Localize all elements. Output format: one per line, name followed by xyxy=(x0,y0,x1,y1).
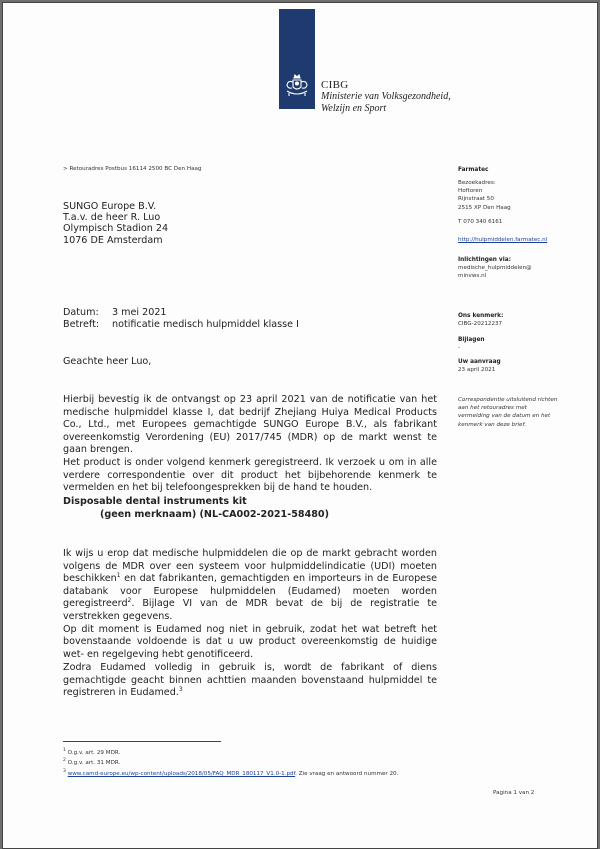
letter-page xyxy=(2,2,598,849)
visit-address-line: Hoftoren xyxy=(458,188,483,195)
body-paragraph-5 xyxy=(63,662,437,700)
footnote-ref: 2 xyxy=(127,597,132,605)
request-label: Uw aanvraag xyxy=(458,359,501,365)
date-label: Datum: xyxy=(63,307,99,318)
attachments-value: - xyxy=(458,345,461,352)
footnote-number: 1 xyxy=(63,748,66,753)
paragraph-text: Ik wijs u erop dat medische hulpmiddelen die op de markt gebracht worden volgens de MDR over een systeem voor hulpmiddelindicatie (UDI) moeten beschikken xyxy=(63,548,437,585)
paragraph-text: en dat fabrikanten, gemachtigden en importeurs in de Europese databank voor Europese hulpmiddelen (Eudamed) moeten worden geregistreerd xyxy=(63,573,437,610)
reference-value: CIBG-20212237 xyxy=(458,321,503,328)
footnote-text: . Zie vraag en antwoord nummer 20. xyxy=(295,770,399,777)
subject-value: notificatie medisch hulpmiddel klasse I xyxy=(112,319,299,331)
footnote-ref: 1 xyxy=(116,572,121,579)
salutation: Geachte heer Luo, xyxy=(63,356,152,367)
visit-address-line: Rijnstraat 50 xyxy=(458,196,494,203)
product-reference: (geen merknaam) (NL-CA002-2021-58480) xyxy=(100,508,329,520)
paragraph-text: Hierbij bevestig ik de ontvangst op 23 april 2021 van de notificatie van het medische hulpmiddel klasse I, dat bedrijf Zhejiang Huiya Medical Products Co., Ltd., met Europees gemachtigde SUNGO Europe B.V., als fabrikant overeenkomstig Verordening (EU) 2017/745 (MDR) op de markt wenst te gaan brengen. xyxy=(63,394,437,456)
paragraph-text: . Bijlage VI van de MDR bevat de bij de registratie te verstrekken gegevens. xyxy=(63,598,437,622)
attachments-label: Bijlagen xyxy=(458,337,485,343)
phone-number: T 070 340 6161 xyxy=(458,219,503,225)
body-paragraph-3 xyxy=(63,548,437,661)
footnotes xyxy=(63,747,403,778)
subject-label: Betreft: xyxy=(63,319,100,331)
request-value: 23 april 2021 xyxy=(458,367,496,374)
paragraph-text: Zodra Eudamed volledig in gebruik is, wordt de fabrikant of diens gemachtigde geacht binnen achttien maanden bovenstaand hulpmiddel te registreren in Eudamed. xyxy=(63,662,437,699)
website-link[interactable]: http://hulpmiddelen.farmatec.nl xyxy=(458,237,548,243)
visit-address-line: 2515 XP Den Haag xyxy=(458,204,511,211)
recipient-line: SUNGO Europe B.V. xyxy=(63,201,157,212)
recipient-line: T.a.v. de heer R. Luo xyxy=(63,212,161,224)
footnote-number: 2 xyxy=(63,758,66,764)
footnote-text: O.g.v. art. 31 MDR. xyxy=(67,760,121,767)
recipient-line: Olympisch Stadion 24 xyxy=(63,223,169,235)
logo-bar xyxy=(279,9,315,109)
footnote-divider xyxy=(63,741,221,742)
info-label: Inlichtingen via: xyxy=(458,257,511,263)
recipient-line: 1076 DE Amsterdam xyxy=(63,234,163,246)
reference-label: Ons kenmerk: xyxy=(458,313,504,319)
return-address: > Retouradres Postbus 16114 2500 BC Den Haag xyxy=(63,166,202,172)
royal-coat-of-arms-icon xyxy=(283,71,311,99)
product-name: Disposable dental instruments kit xyxy=(63,496,247,507)
ministry-logo-text xyxy=(321,79,451,115)
paragraph-text: Op dit moment is Eudamed nog niet in gebruik, zodat het wat betreft het bovenstaande voldoende is dat u uw product overeenkomstig de huidige wet- en regelgeving hebt genotificeerd. xyxy=(63,623,437,660)
footnote-ref: 3 xyxy=(178,686,183,693)
footnote-text: O.g.v. art. 29 MDR. xyxy=(67,750,121,756)
product-heading xyxy=(63,496,329,521)
org-name: CIBG xyxy=(321,79,349,91)
ministry-name-line1: Ministerie van Volksgezondheid, xyxy=(321,91,451,102)
visit-address-label: Bezoekadres: xyxy=(458,180,496,186)
recipient-address xyxy=(63,201,168,246)
page-number: Pagina 1 van 2 xyxy=(493,790,535,796)
ministry-name-line2: Welzijn en Sport xyxy=(321,103,387,114)
info-email-line: minvws.nl xyxy=(458,273,487,280)
date-value: 3 mei 2021 xyxy=(112,307,167,318)
department-name: Farmatec xyxy=(458,167,489,173)
correspondence-note: Correspondentie uitsluitend richten aan het retouradres met vermelding van de datum en het kenmerk van deze brief. xyxy=(458,397,558,428)
info-email-line: medische_hulpmiddelen@ xyxy=(458,265,532,272)
paragraph-text: Het product is onder volgend kenmerk geregistreerd. Ik verzoek u om in alle verdere correspondentie over dit product het bijbehorende kenmerk te vermelden en het bij telefoongesprekken bij de hand te houden. xyxy=(63,456,437,494)
letter-meta xyxy=(63,307,299,332)
footnote-number: 3 xyxy=(63,768,66,774)
footnote-link[interactable]: www.camd-europe.eu/wp-content/uploads/2018/05/FAQ_MDR_180117_V1.0-1.pdf xyxy=(67,770,296,777)
body-paragraph-1 xyxy=(63,394,437,495)
